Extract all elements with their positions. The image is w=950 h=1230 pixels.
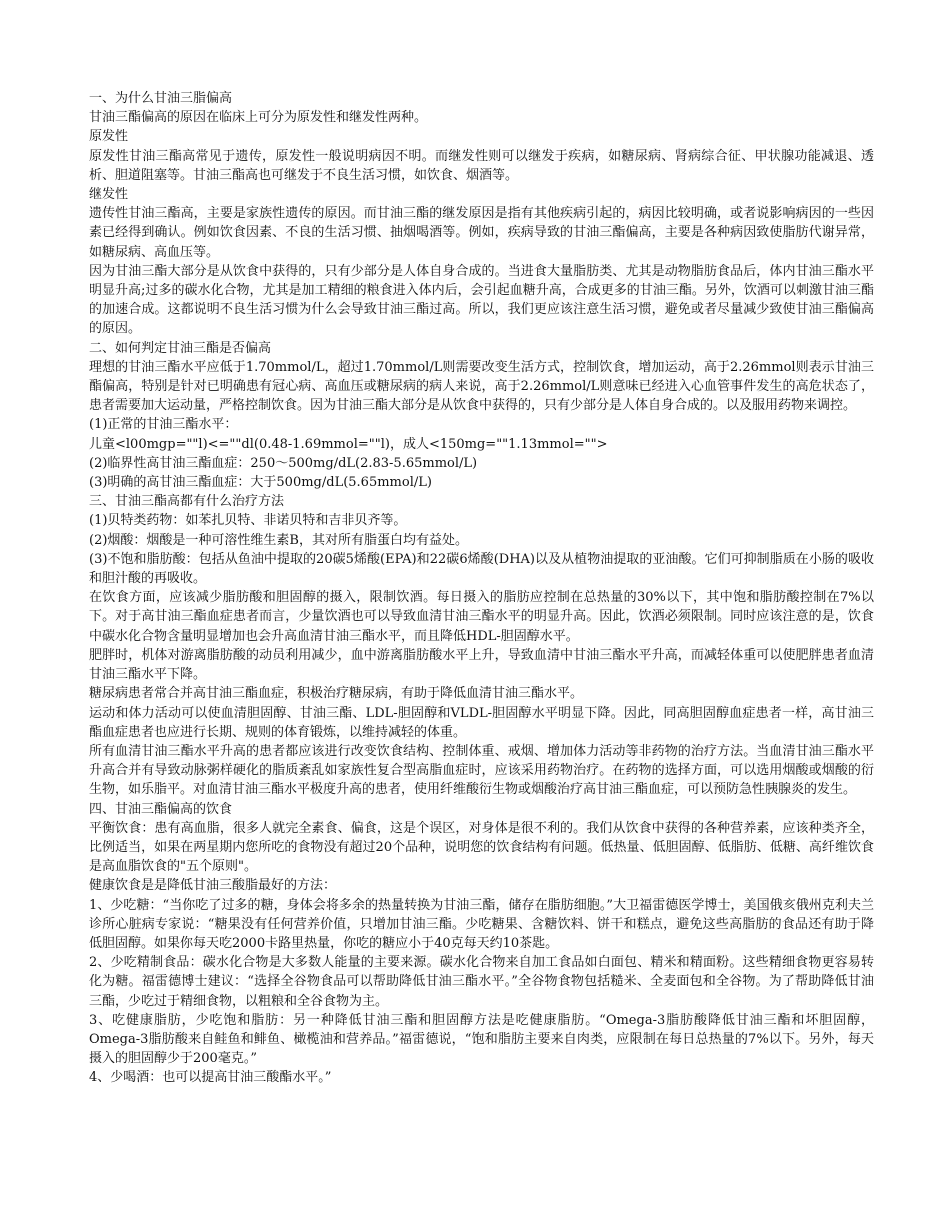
section-heading-1: 一、为什么甘油三脂偏高 <box>89 91 233 106</box>
list-item: (3)明确的高甘油三酯血症：大于500mg/dL(5.65mmol/L) <box>89 475 432 491</box>
paragraph: 遗传性甘油三酯高，主要是家族性遗传的原因。而甘油三酯的继发原因是指有其他疾病引起的，病因比较明确，或者说影响病因的一些因素已经得到确认。例如饮食因素、不良的生活习惯、抽烟喝酒等。例如，疾病导致的甘油三酯偏高，主要是各种病因致使脂肪代谢异常，如糖尿病、高血压等。 <box>89 206 874 260</box>
list-item: 1、少吃糖：“当你吃了过多的糖，身体会将多余的热量转换为甘油三酯，储存在脂肪细胞。”大卫福雷德医学博士，美国俄亥俄州克利夫兰诊所心脏病专家说：“糖果没有任何营养价值，只增加甘油三酯。少吃糖果、含糖饮料、饼干和糕点，避免这些高脂肪的食品还有助于降低胆固醇。如果你每天吃2000卡路里热量，你吃的糖应小于40克每天约10茶匙。 <box>89 897 874 951</box>
section-heading-3: 三、甘油三酯高都有什么治疗方法 <box>89 494 285 510</box>
list-item: 3、吃健康脂肪，少吃饱和脂肪：另一种降低甘油三酯和胆固醇方法是吃健康脂肪。“Omega-3脂肪酸降低甘油三酯和坏胆固醇，Omega-3脂肪酸来自鲑鱼和鲱鱼、橄榄油和营养品。”福雷德说，“饱和脂肪主要来自肉类，应限制在每日总热量的7%以下。另外，每天摄入的胆固醇少于200毫克。” <box>89 1012 874 1067</box>
paragraph: 肥胖时，机体对游离脂肪酸的动员利用减少，血中游离脂肪酸水平上升，导致血清中甘油三酯水平升高，而减轻体重可以使肥胖患者血清甘油三酯水平下降。 <box>89 647 874 683</box>
paragraph: 理想的甘油三酯水平应低于1.70mmol/L，超过1.70mmol/L则需要改变生活方式，控制饮食，增加运动，高于2.26mmol则表示甘油三酯偏高，特别是针对已明确患有冠心病、高血压或糖尿病的病人来说，高于2.26mmol/L则意味已经进入心血管事件发生的高危状态了，患者需要加大运动量，严格控制饮食。因为甘油三酯大部分是从饮食中获得的，只有少部分是人体自身合成的。以及服用药物来调控。 <box>89 359 874 414</box>
section-heading-4: 四、甘油三酯偏高的饮食 <box>89 801 233 817</box>
paragraph: 所有血清甘油三酯水平升高的患者都应该进行改变饮食结构、控制体重、戒烟、增加体力活动等非药物的治疗方法。当血清甘油三酯水平升高合并有导致动脉粥样硬化的脂质紊乱如家族性复合型高脂血症时，应该采用药物治疗。在药物的选择方面，可以选用烟酸或烟酸的衍生物，如乐脂平。对血清甘油三酯水平极度升高的患者，使用纤维酸衍生物或烟酸治疗高甘油三酯血症，可以预防急性胰腺炎的发生。 <box>89 743 874 798</box>
paragraph: 儿童<l00mgp=""l)<=""dl(0.48-1.69mmol=""l)，成人<150mg=""1.13mmol=""> <box>89 436 608 452</box>
list-item: (3)不饱和脂肪酸：包括从鱼油中提取的20碳5烯酸(EPA)和22碳6烯酸(DHA)以及从植物油提取的亚油酸。它们可抑制脂质在小肠的吸收和胆汁酸的再吸收。 <box>89 551 874 587</box>
subheading-primary: 原发性 <box>89 129 129 145</box>
list-item: 2、少吃精制食品：碳水化合物是大多数人能量的主要来源。碳水化合物来自加工食品如白面包、精米和精面粉。这些精细食物更容易转化为糖。福雷德博士建议：“选择全谷物食品可以帮助降低甘油三酯水平。”全谷物食物包括糙米、全麦面包和全谷物。为了帮助降低甘油三酯，少吃过于精细食物，以粗粮和全谷食物为主。 <box>89 955 874 1009</box>
paragraph: 甘油三酯偏高的原因在临床上可分为原发性和继发性两种。 <box>89 110 428 126</box>
section-heading-2: 二、如何判定甘油三酯是否偏高 <box>89 340 272 356</box>
paragraph: 健康饮食是是降低甘油三酸脂最好的方法： <box>89 878 337 894</box>
document-body <box>89 89 874 1088</box>
paragraph: 原发性甘油三酯高常见于遗传，原发性一般说明病因不明。而继发性则可以继发于疾病，如糖尿病、肾病综合征、甲状腺功能减退、透析、胆道阻塞等。甘油三酯高也可继发于不良生活习惯，如饮食、烟酒等。 <box>89 148 874 183</box>
list-item: (1)正常的甘油三酯水平： <box>89 417 238 433</box>
list-item: 4、少喝酒：也可以提高甘油三酸酯水平。” <box>89 1070 332 1086</box>
list-item: (2)临界性高甘油三酯血症：250～500mg/dL(2.83-5.65mmol/L) <box>89 455 478 471</box>
subheading-secondary: 继发性 <box>89 187 129 203</box>
paragraph: 因为甘油三酯大部分是从饮食中获得的，只有少部分是人体自身合成的。当进食大量脂肪类、尤其是动物脂肪食品后，体内甘油三酯水平明显升高;过多的碳水化合物，尤其是加工精细的粮食进入体内后，会引起血糖升高，合成更多的甘油三酯。另外，饮酒可以刺激甘油三酯的加速合成。这都说明不良生活习惯为什么会导致甘油三酯过高。所以，我们更应该注意生活习惯，避免或者尽量减少致使甘油三酯偏高的原因。 <box>89 263 874 337</box>
paragraph: 运动和体力活动可以使血清胆固醇、甘油三酯、LDL-胆固醇和VLDL-胆固醇水平明显下降。因此，同高胆固醇血症患者一样，高甘油三酯血症患者也应进行长期、规则的体育锻炼，以维持减轻的体重。 <box>89 705 874 740</box>
paragraph: 平衡饮食：患有高血脂，很多人就完全素食、偏食，这是个误区，对身体是很不利的。我们从饮食中获得的各种营养素，应该种类齐全，比例适当，如果在两星期内您所吃的食物没有超过20个品种，说明您的饮食结构有问题。低热量、低胆固醇、低脂肪、低糖、高纤维饮食是高血脂饮食的"五个原则"。 <box>89 820 874 875</box>
list-item: (2)烟酸：烟酸是一种可溶性维生素B，其对所有脂蛋白均有益处。 <box>89 532 468 548</box>
list-item: (1)贝特类药物：如苯扎贝特、非诺贝特和吉非贝齐等。 <box>89 513 407 529</box>
paragraph: 在饮食方面，应该减少脂肪酸和胆固醇的摄入，限制饮酒。每日摄入的脂肪应控制在总热量的30%以下，其中饱和脂肪酸控制在7%以下。对于高甘油三酯血症患者而言，少量饮酒也可以导致血清甘油三酯水平的明显升高。因此，饮酒必须限制。同时应该注意的是，饮食中碳水化合物含量明显增加也会升高血清甘油三酯水平，而且降低HDL-胆固醇水平。 <box>89 590 874 644</box>
paragraph: 糖尿病患者常合并高甘油三酯血症，积极治疗糖尿病，有助于降低血清甘油三酯水平。 <box>89 686 584 702</box>
